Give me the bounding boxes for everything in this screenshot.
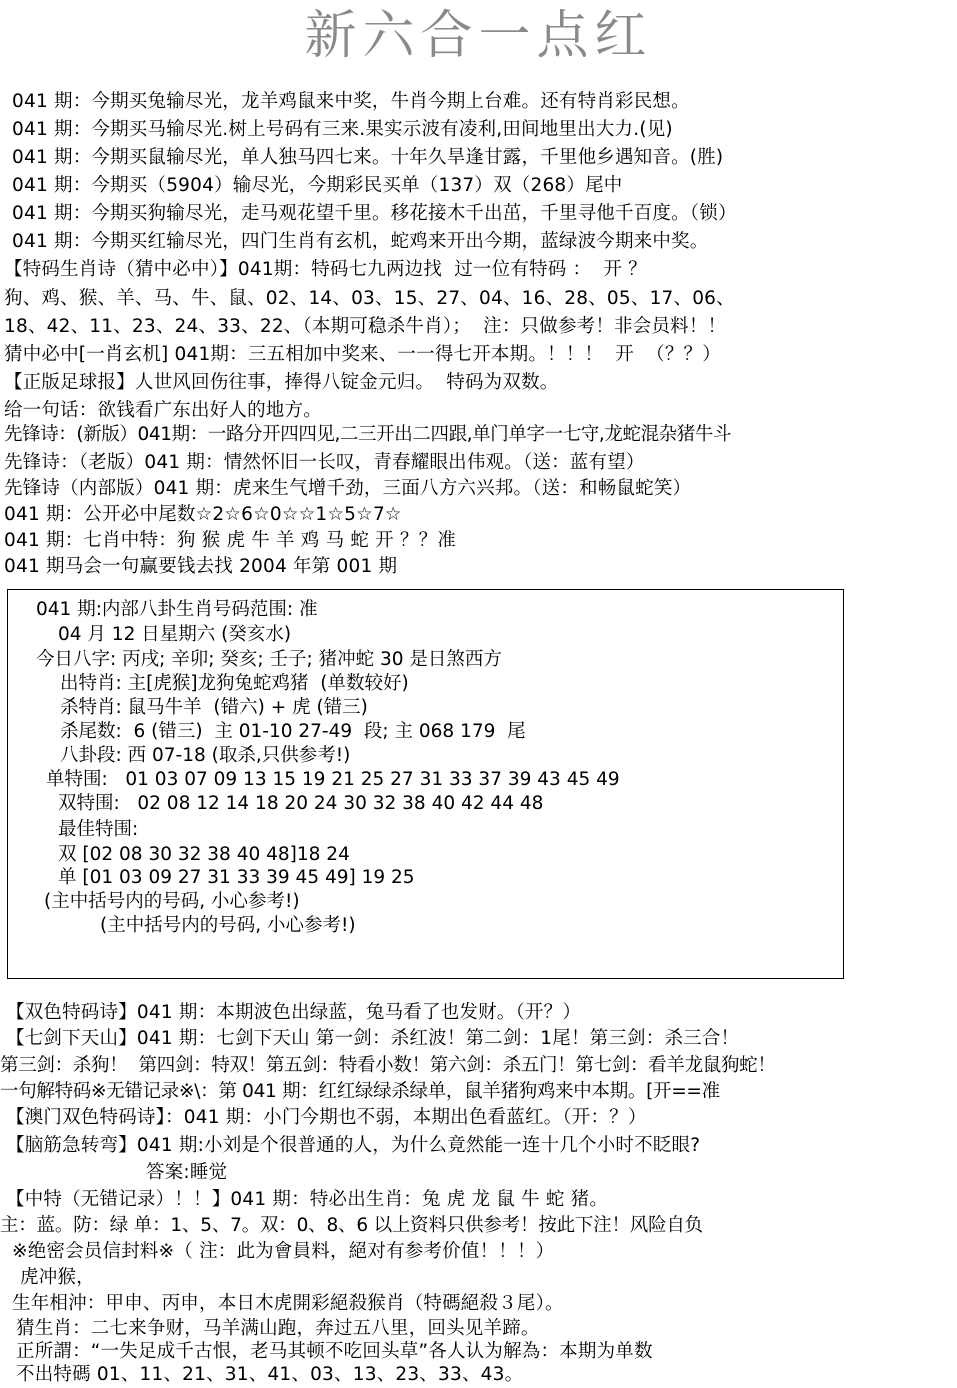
page-title: 新六合一点红 [304, 6, 653, 66]
box-line: 杀尾数: 6 (错三) 主 01-10 27-49 段; 主 068 179 尾 [60, 721, 526, 742]
text-line: 正所謂：“一失足成千古恨，老马其顿不吃回头草”各人认为解為：本期为单数 [16, 1341, 653, 1362]
box-line: 八卦段: 西 07-18 (取杀,只供参考!) [60, 745, 351, 766]
text-line: 【七剑下天山】041 期：七剑下天山 第一剑：杀红波！第二剑：1尾！第三剑：杀三合！ [6, 1028, 740, 1049]
text-line: 041 期：今期买（5904）输尽光，今期彩民买单（137）双（268）尾中 [12, 175, 623, 196]
text-line: 答案:睡觉 [146, 1162, 228, 1183]
text-line: 【双色特码诗】041 期：本期波色出绿蓝，兔马看了也发财。（开？） [6, 1002, 582, 1023]
text-line: 041 期：今期买鼠输尽光，单人独马四七来。十年久旱逢甘露，千里他乡遇知音。(胜) [12, 147, 724, 168]
box-line: 最佳特围: [58, 819, 139, 840]
text-line: 猜生肖：二七来争财，马羊满山跑，奔过五八里，回头见羊蹄。 [16, 1318, 540, 1339]
box-line: 今日八字: 丙戌; 辛卯; 癸亥; 壬子; 猪冲蛇 30 是日煞西方 [36, 649, 502, 670]
text-line: 18、42、11、23、24、33、22、（本期可稳杀牛肖）； 注：只做参考！非会员料！！ [4, 316, 727, 337]
text-line: 给一句话：欲钱看广东出好人的地方。 [4, 400, 322, 421]
text-line: 【中特（无错记录）！！】041 期：特必出生肖：兔 虎 龙 鼠 牛 蛇 猪。 [6, 1189, 609, 1210]
text-line: 【澳门双色特码诗】：041 期：小门今期也不弱，本期出色看蓝红。（开：？） [6, 1107, 647, 1128]
text-line: 虎冲猴， [20, 1267, 95, 1288]
text-line: 【正版足球报】人世风回伤往事，捧得八锭金元归。 特码为双数。 [4, 372, 559, 393]
box-line: 041 期:内部八卦生肖号码范围: 准 [36, 599, 318, 620]
text-line: 生年相沖：甲申、丙申，本日木虎開彩絕殺猴肖（特碼絕殺３尾）。 [12, 1293, 564, 1314]
text-line: 猜中必中[一肖玄机] 041期：三五相加中奖来、一一得七开本期。！！！ 开 （？？） [4, 344, 721, 365]
text-line: 先锋诗：（老版）041 期：情然怀旧一长叹，青春耀眼出伟观。（送：蓝有望） [4, 452, 645, 473]
box-line: (主中括号内的号码, 小心参考!) [100, 915, 356, 936]
text-line: 041 期：今期买狗输尽光，走马观花望千里。移花接木千出茁，千里寻他千百度。（锁） [12, 203, 737, 224]
box-line: 双 [02 08 30 32 38 40 48]18 24 [58, 844, 350, 865]
text-line: 主：蓝。防：绿 单：1、5、7。双：0、8、6 以上资料只供参考！按此下注！风险自负 [0, 1215, 703, 1236]
text-line: 041 期：公开必中尾数☆2☆6☆0☆☆1☆5☆7☆ [4, 504, 402, 525]
box-line: 双特围: 02 08 12 14 18 20 24 30 32 38 40 42 44 48 [58, 793, 544, 814]
text-line: 041 期：今期买马输尽光.树上号码有三来.果实示波有凌利,田间地里出大力.(见) [12, 119, 673, 140]
text-line: 第三剑：杀狗！ 第四剑：特双！第五剑：特看小数！第六剑：杀五门！第七剑：看羊龙鼠狗蛇！ [0, 1055, 776, 1076]
text-line: 一句解特码※无错记录※\：第 041 期：红红绿绿杀绿单，鼠羊猪狗鸡来中本期。[开==准 [0, 1081, 720, 1102]
box-line: (主中括号内的号码, 小心参考!) [44, 891, 300, 912]
box-line: 出特肖: 主[虎猴]龙狗兔蛇鸡猪 (单数较好) [60, 673, 409, 694]
text-line: 041 期：今期买红输尽光，四门生肖有玄机，蛇鸡来开出今期，蓝绿波今期来中奖。 [12, 231, 709, 252]
text-line: 先锋诗（内部版）041 期：虎来生气增千劲，三面八方六兴邦。（送：和畅鼠蛇笑） [4, 478, 692, 499]
box-line: 04 月 12 日星期六 (癸亥水) [58, 624, 292, 645]
text-line: 【脑筋急转弯】041 期:小刘是个很普通的人，为什么竟然能一连十几个小时不眨眼? [6, 1135, 701, 1156]
text-line: 041 期马会一句赢要钱去找 2004 年第 001 期 [4, 556, 398, 577]
text-line: 041 期：七肖中特：狗 猴 虎 牛 羊 鸡 马 蛇 开 ？？准 [4, 530, 457, 551]
text-line: 041 期：今期买兔输尽光，龙羊鸡鼠来中奖，牛肖今期上台难。还有特肖彩民想。 [12, 91, 690, 112]
text-line: 先锋诗：(新版）041期：一路分开四四见,二三开出二四跟,单门单字一七守,龙蛇混杂猪牛斗 [4, 424, 732, 445]
text-line: 【特码生肖诗（猜中必中）】041期：特码七九两边找 过一位有特码 ： 开 ？ [4, 259, 647, 280]
text-line: 狗、鸡、猴、羊、马、牛、鼠、02、14、03、15、27、04、16、28、05、17、06、 [4, 288, 735, 309]
box-line: 杀特肖: 鼠马牛羊 (错六) + 虎 (错三) [60, 697, 368, 718]
text-line: ※绝密会员信封料※（ 注：此为會員料，絕对有参考价值！！！） [12, 1241, 555, 1262]
text-line: 不出特碼 01、11、21、31、41、03、13、23、33、43。 [16, 1364, 524, 1385]
box-line: 单特围: 01 03 07 09 13 15 19 21 25 27 31 33 37 39 43 45 49 [46, 769, 620, 790]
box-line: 单 [01 03 09 27 31 33 39 45 49] 19 25 [58, 867, 415, 888]
